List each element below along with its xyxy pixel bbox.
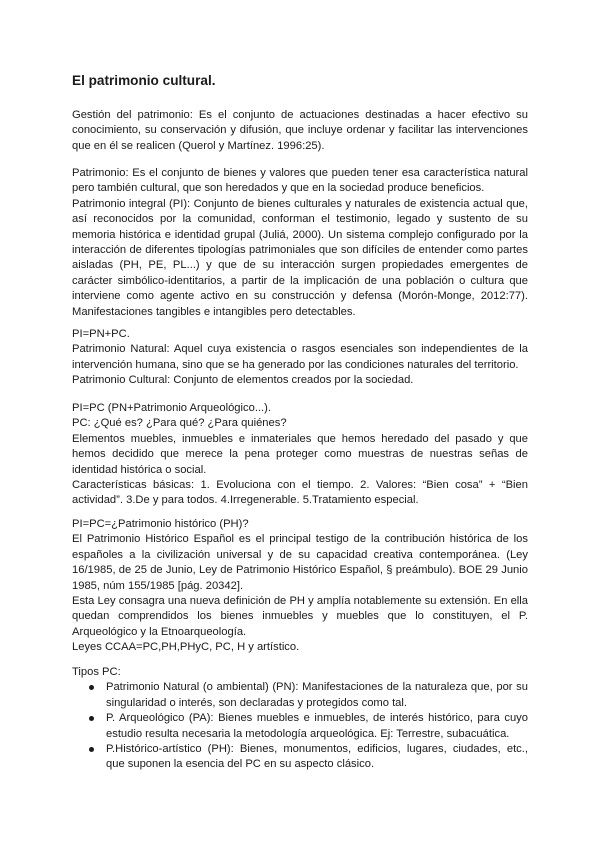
bullet-icon <box>89 716 94 721</box>
elementos-paragraph: Elementos muebles, inmuebles e inmateriales que hemos heredado del pasado y que hemos decidido que merece la pena proteger como muestras de nuestras señas de identidad histórica o social. <box>72 432 528 476</box>
list-item <box>72 711 528 742</box>
patrimonio-natural-paragraph: Patrimonio Natural: Aquel cuya existencia o rasgos esenciales son independientes de la intervención humana, sino que se ha generado por las condiciones naturales del territorio. <box>72 343 528 371</box>
ph-question: PI=PC=¿Patrimonio histórico (PH)? <box>72 518 249 530</box>
list-item <box>72 680 528 711</box>
tipos-heading: Tipos PC: <box>72 666 121 678</box>
section-tipos <box>72 665 528 773</box>
bullet-icon <box>89 685 94 690</box>
section-pc <box>72 401 528 509</box>
caracteristicas-paragraph: Características básicas: 1. Evoluciona con el tiempo. 2. Valores: “Bien cosa” + “Bien actividad”. 3.De y para todos. 4.Irregenerable. 5.Tratamiento especial. <box>72 479 528 507</box>
tipos-list <box>72 680 528 772</box>
section-patrimonio <box>72 166 528 320</box>
section-ph <box>72 517 528 656</box>
list-item-text: Patrimonio Natural (o ambiental) (PN): Manifestaciones de la naturaleza que, por su singularidad o interés, son declaradas y protegidos como tal. <box>106 681 528 709</box>
patrimonio-paragraph: Patrimonio: Es el conjunto de bienes y valores que pueden tener esa característica natural pero también cultural, que son heredados y que en la sociedad produce beneficios. <box>72 167 528 195</box>
gestion-paragraph: Gestión del patrimonio: Es el conjunto de actuaciones destinadas a hacer efectivo su conocimiento, su conservación y difusión, que incluye ordenar y facilitar las intervenciones que en él se realicen (Querol y Martínez. 1996:25). <box>72 109 528 152</box>
pi-formula: PI=PN+PC. <box>72 328 130 340</box>
ley-paragraph: Esta Ley consagra una nueva definición de PH y amplía notablemente su extensión. En ella quedan comprendidos los bienes inmuebles y muebles que lo constituyen, el P. Arqueológico y la Etnoarqueología. <box>72 595 528 638</box>
bullet-icon <box>89 747 94 752</box>
pc-questions: PC: ¿Qué es? ¿Para qué? ¿Para quiénes? <box>72 417 287 430</box>
list-item-text: P. Arqueológico (PA): Bienes muebles e inmuebles, de interés histórico, para cuyo estudio resulta necesaria la metodología arqueológica. Ej: Terrestre, subacuática. <box>106 712 528 740</box>
document-title: El patrimonio cultural. <box>72 73 216 88</box>
section-gestion <box>72 108 528 154</box>
list-item <box>72 742 528 773</box>
section-pi-pn-pc <box>72 327 528 389</box>
patrimonio-integral-paragraph: Patrimonio integral (PI): Conjunto de bienes culturales y naturales de existencia actual que, así reconocidos por la comunidad, conforman el testimonio, legado y sustento de su memoria histórica e identidad grupal (Juliá, 2000). Un sistema complejo configurado por la interacción de diferentes tipologías patrimoniales que son difíciles de entender como partes aisladas (PH, PE, PL...) y que de su interacción surgen propiedades emergentes de carácter simbólico-identitarios, a partir de la implicación de una población o cultura que interviene como agente activo en su construcción y defensa (Morón-Monge, 2012:77). Manifestaciones tangibles e intangibles pero detectables. <box>72 197 528 318</box>
pc-formula: PI=PC (PN+Patrimonio Arqueológico...). <box>72 402 271 414</box>
patrimonio-cultural-paragraph: Patrimonio Cultural: Conjunto de elementos creados por la sociedad. <box>72 374 414 387</box>
leyes-ccaa: Leyes CCAA=PC,PH,PHyC, PC, H y artístico. <box>72 641 300 654</box>
list-item-text: P.Histórico-artístico (PH): Bienes, monumentos, edificios, lugares, ciudades, etc., que suponen la esencia del PC en su aspecto clásico. <box>106 743 528 771</box>
ph-definition: El Patrimonio Histórico Español es el principal testigo de la contribución histórica de los españoles a la civilización universal y de su capacidad creativa contemporánea. (Ley 16/1985, de 25 de Junio, Ley de Patrimonio Histórico Español, § preámbulo). BOE 29 Junio 1985, núm 155/1985 [pág. 20342]. <box>72 533 528 592</box>
